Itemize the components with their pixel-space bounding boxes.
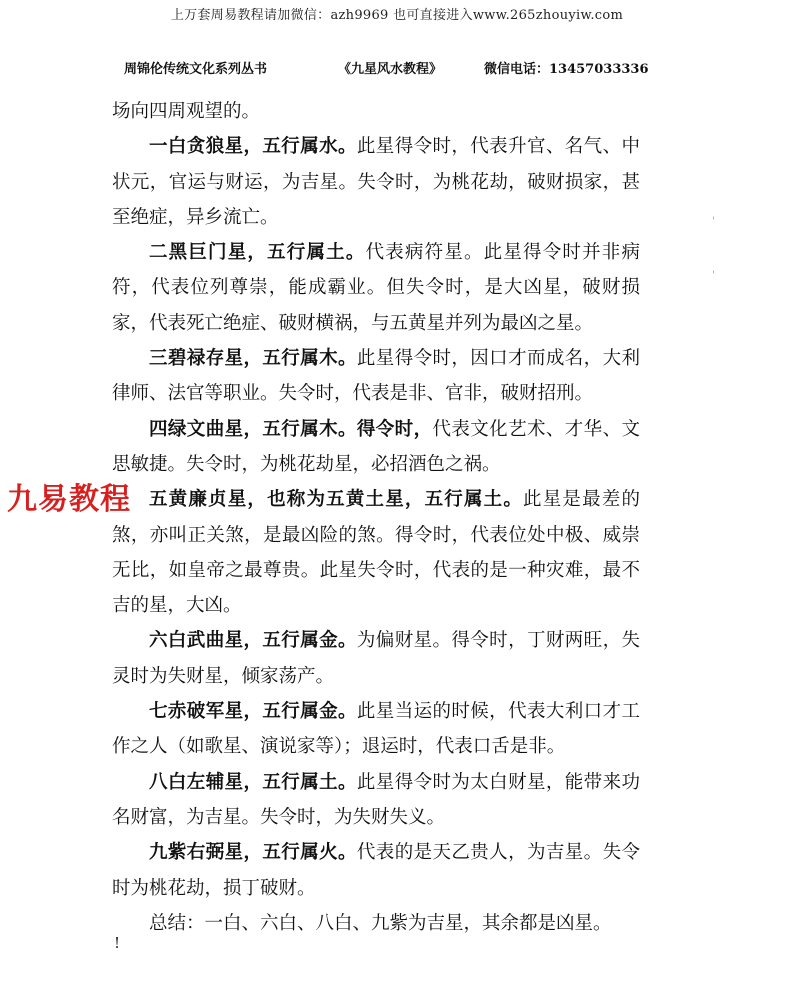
paragraph-lead: 八白左辅星，五行属土。: [149, 771, 357, 793]
paragraph-text: 为偏财星。得令时，丁财两旺，失灵时为失财星，倾家荡产。: [112, 630, 640, 687]
paragraph: [112, 765, 640, 836]
page-header: [0, 58, 794, 78]
paragraph-text: 此星得令时，代表升官、名气、中状元，官运与财运，为吉星。失令时，为桃花劫，破财损家，甚至绝症，异乡流亡。: [112, 136, 640, 228]
paragraph-lead: 七赤破军星，五行属金。: [149, 701, 357, 723]
paragraph-text: 代表文化艺术、才华、文思敏捷。失令时，为桃花劫星，必招酒色之祸。: [112, 418, 640, 475]
paragraph-lead: 二黑巨门星，五行属土。: [149, 242, 366, 264]
book-series: 周锦伦传统文化系列丛书: [124, 62, 268, 77]
paragraph: [112, 94, 640, 129]
paragraph-text: 此星是最差的煞，亦叫正关煞，是最凶险的煞。得令时，代表位处中极、威崇无比，如皇帝之最尊贵。此星失令时，代表的是一种灾难，最不吉的星，大凶。: [112, 489, 640, 617]
paragraph-lead: 一白贪狼星，五行属水。: [149, 136, 357, 158]
paragraph-text: 代表病符星。此星得令时并非病符，代表位列尊崇，能成霸业。但失令时，是大凶星，破财损家，代表死亡绝症、破财横祸，与五黄星并列为最凶之星。: [112, 242, 640, 334]
paragraph-lead: 三碧禄存星，五行属木。: [149, 348, 357, 370]
paragraph-text: 场向四周观望的。: [112, 101, 261, 122]
page-body: [112, 94, 640, 941]
paragraph: [112, 341, 640, 412]
paragraph: [112, 835, 640, 906]
paragraph-lead: 九紫右弼星，五行属火。: [149, 842, 357, 864]
footer-mark: !: [114, 934, 121, 952]
top-promo-note: 上万套周易教程请加微信：azh9969 也可直接进入www.265zhouyiw.com: [170, 8, 624, 23]
paragraph-text: 总结：一白、六白、八白、九紫为吉星，其余都是凶星。: [149, 912, 612, 934]
paragraph-lead: 六白武曲星，五行属金。: [149, 630, 357, 652]
paragraph-text: 此星当运的时候，代表大利口才工作之人（如歌星、演说家等）；退运时，代表口舌是非。: [112, 701, 640, 758]
paragraph: [112, 906, 640, 941]
book-title: 《九星风水教程》: [338, 62, 443, 77]
paragraph-lead: 四绿文曲星，五行属木。得令时，: [149, 418, 433, 440]
paragraph-text: 此星得令时为太白财星，能带来功名财富，为吉星。失令时，为失财失义。: [112, 771, 640, 828]
margin-mark: ': [712, 270, 715, 281]
paragraph-text: 代表的是天乙贵人，为吉星。失令时为桃花劫，损丁破财。: [112, 842, 640, 899]
paragraph: [112, 129, 640, 235]
paragraph: [112, 482, 640, 623]
watermark-logo: 九易教程: [7, 482, 131, 517]
paragraph-lead: 五黄廉贞星，也称为五黄土星，五行属土。: [149, 489, 524, 511]
margin-mark: ': [712, 216, 715, 227]
paragraph: [112, 412, 640, 483]
paragraph-text: 此星得令时，因口才而成名，大利律师、法官等职业。失令时，代表是非、官非，破财招刑。: [112, 348, 640, 405]
paragraph: [112, 235, 640, 341]
contact-phone: 微信电话：13457033336: [484, 62, 649, 77]
paragraph: [112, 694, 640, 765]
paragraph: [112, 623, 640, 694]
